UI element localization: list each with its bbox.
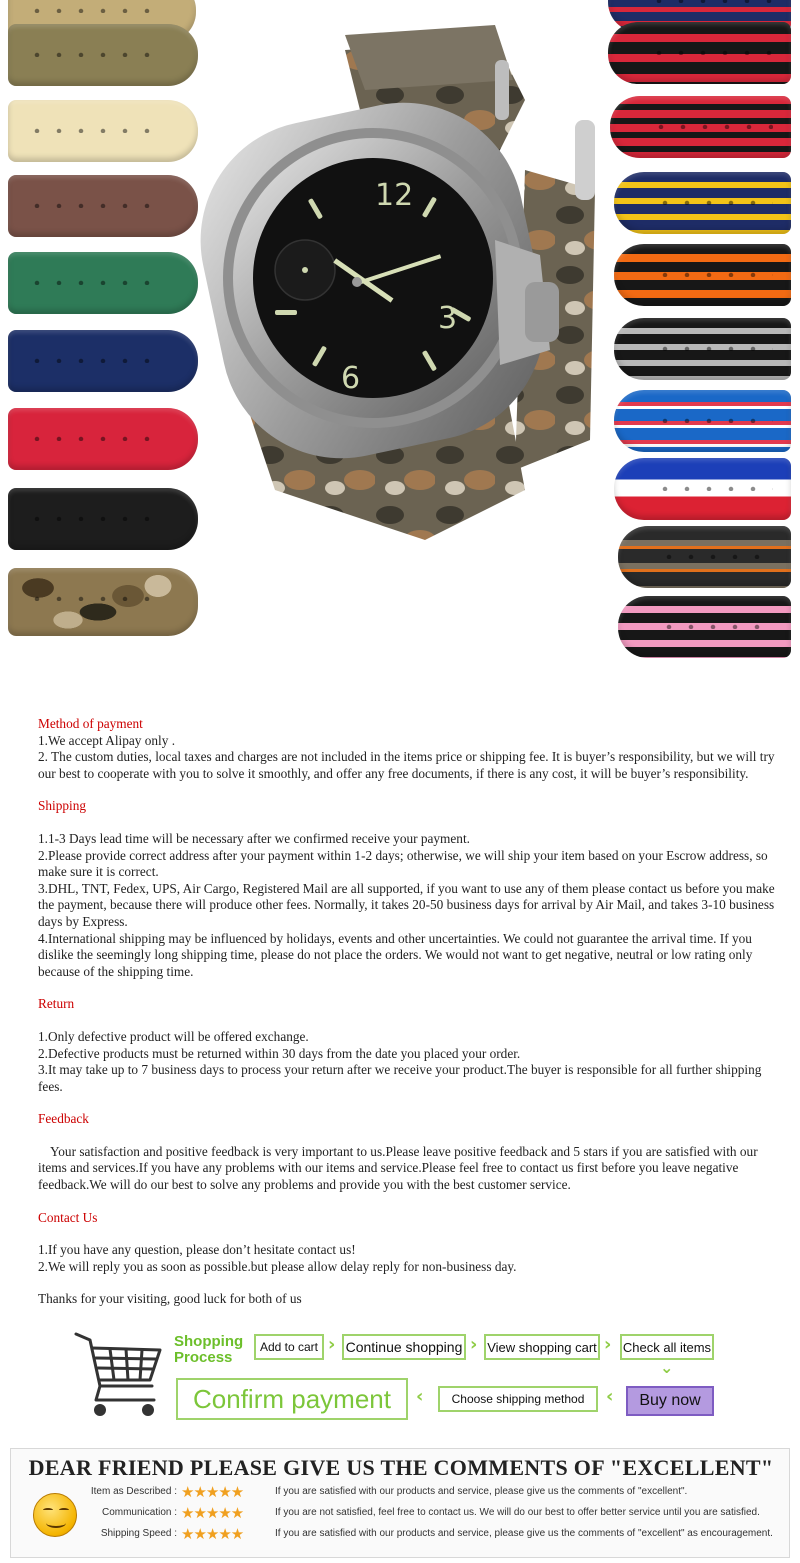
return-line: 2.Defective products must be returned within 30 days from the date you placed your order.: [38, 1045, 521, 1061]
strap-swatch: [8, 100, 198, 162]
strap-swatch: [610, 96, 791, 158]
view-cart-step[interactable]: View shopping cart: [484, 1334, 600, 1360]
process-label: Shopping Process: [174, 1333, 244, 1366]
arrow-icon: ›: [604, 1334, 612, 1355]
payment-title: Method of payment: [38, 716, 143, 731]
return-line: 3.It may take up to 7 business days to process your return after we receive your product.The buyer is responsible for all further shipping fees.: [38, 1062, 762, 1094]
strap-swatch: [614, 318, 791, 380]
hero-image: [0, 0, 800, 670]
shipping-title: Shipping: [38, 798, 87, 814]
rating-text: If you are not satisfied, feel free to contact us. We will do our best to offer better service until you are satisfied.: [275, 1507, 760, 1518]
shopping-cart-icon: [70, 1328, 166, 1424]
strap-swatch: [8, 252, 198, 314]
rating-label: Shipping Speed :: [100, 1528, 177, 1539]
choose-shipping-step[interactable]: Choose shipping method: [438, 1386, 598, 1412]
watch-icon: [195, 20, 615, 560]
feedback-request-box: [10, 1448, 790, 1558]
strap-swatch: [8, 330, 198, 392]
check-items-step[interactable]: Check all items: [620, 1334, 714, 1360]
arrow-icon: ›: [470, 1334, 478, 1355]
rating-text: If you are satisfied with our products and service, please give us the comments of "excellent".: [275, 1486, 688, 1497]
strap-swatch: [614, 458, 791, 520]
shipping-line: 2.Please provide correct address after your payment within 1-2 days; otherwise, we will ship your item based on your Escrow address, so make sure it is correct.: [38, 847, 768, 880]
payment-line: 2. The custom duties, local taxes and charges are not included in the items price or shipping fee. It is buyer’s responsibility, but we will try our best to cooperate with you to solve it smoothly, and offer any free documents, if there is any cost, it will be buyer’s responsibility.: [38, 749, 775, 781]
thanks-text: Thanks for your visiting, good luck for both of us: [38, 1291, 302, 1307]
strap-swatch: [618, 526, 791, 588]
add-to-cart-step[interactable]: Add to cart: [254, 1334, 324, 1360]
rating-row: [11, 1504, 791, 1522]
strap-swatch: [8, 175, 198, 237]
contact-line: 2.We will reply you as soon as possible.but please allow delay reply for non-business day.: [38, 1258, 517, 1274]
strap-swatch: [8, 24, 198, 86]
contact-title: Contact Us: [38, 1209, 98, 1225]
shipping-line: 3.DHL, TNT, Fedex, UPS, Air Cargo, Registered Mail are all supported, if you want to use any of them please contact us before you make the payment, because there will produce other fees. Normally, it takes 20-50 business days for arrival by Air Mail, and takes 3-10 business days by Express.: [38, 880, 775, 929]
shipping-line: 4.International shipping may be influenced by holidays, events and other uncertainties. We could not guarantee the arrival time. If you dislike the seemingly long shipping time, please do not place the orders. We would not want to get negative, neutral or low rating only because of the shipping time.: [38, 930, 753, 979]
star-icon: ★★★★★: [181, 1525, 244, 1543]
rating-row: [11, 1483, 791, 1501]
rating-row: [11, 1525, 791, 1543]
confirm-payment-step[interactable]: Confirm payment: [176, 1378, 408, 1420]
svg-text:6: 6: [341, 361, 361, 396]
feedback-title-banner: DEAR FRIEND PLEASE GIVE US THE COMMENTS OF "EXCELLENT": [28, 1455, 774, 1480]
star-icon: ★★★★★: [181, 1483, 244, 1501]
arrow-icon: ‹: [606, 1386, 614, 1407]
shopping-process-banner: [70, 1328, 730, 1428]
return-line: 1.Only defective product will be offered exchange.: [38, 1028, 309, 1044]
feedback-title: Feedback: [38, 1111, 89, 1127]
return-title: Return: [38, 996, 75, 1012]
strap-swatch: [608, 22, 791, 84]
rating-text: If you are satisfied with our products and service, please give us the comments of "excellent" as encouragement.: [275, 1528, 773, 1539]
strap-swatch: [614, 244, 791, 306]
rating-label: Item as Described :: [90, 1486, 177, 1497]
feedback-text: Your satisfaction and positive feedback is very important to us.Please leave positive feedback and 5 stars if you are satisfied with our items and services.If you have any problems with our items and service.Please feel free to contact us first before you leave negative feedback.We will do our best to solve any problems and provide you with the best customer service.: [38, 1143, 758, 1193]
continue-shopping-step[interactable]: Continue shopping: [342, 1334, 466, 1360]
star-icon: ★★★★★: [181, 1504, 244, 1522]
shipping-line: 1.1-3 Days lead time will be necessary after we confirmed receive your payment.: [38, 830, 470, 846]
payment-line: 1.We accept Alipay only .: [38, 732, 176, 748]
svg-text:12: 12: [375, 178, 414, 213]
chevron-down-icon: ⌄: [660, 1358, 674, 1377]
strap-swatch: [8, 408, 198, 470]
strap-swatch: [614, 172, 791, 234]
strap-swatch: [8, 568, 198, 636]
policy-text: [38, 716, 778, 1308]
rating-label: Communication :: [101, 1507, 177, 1518]
contact-line: 1.If you have any question, please don’t hesitate contact us!: [38, 1242, 356, 1258]
arrow-icon: ›: [328, 1334, 336, 1355]
arrow-icon: ‹: [416, 1386, 424, 1407]
strap-swatch: [614, 390, 791, 452]
strap-swatch: [8, 488, 198, 550]
buy-now-step[interactable]: Buy now: [626, 1386, 714, 1416]
strap-swatch: [618, 596, 791, 658]
svg-text:3: 3: [438, 301, 458, 336]
